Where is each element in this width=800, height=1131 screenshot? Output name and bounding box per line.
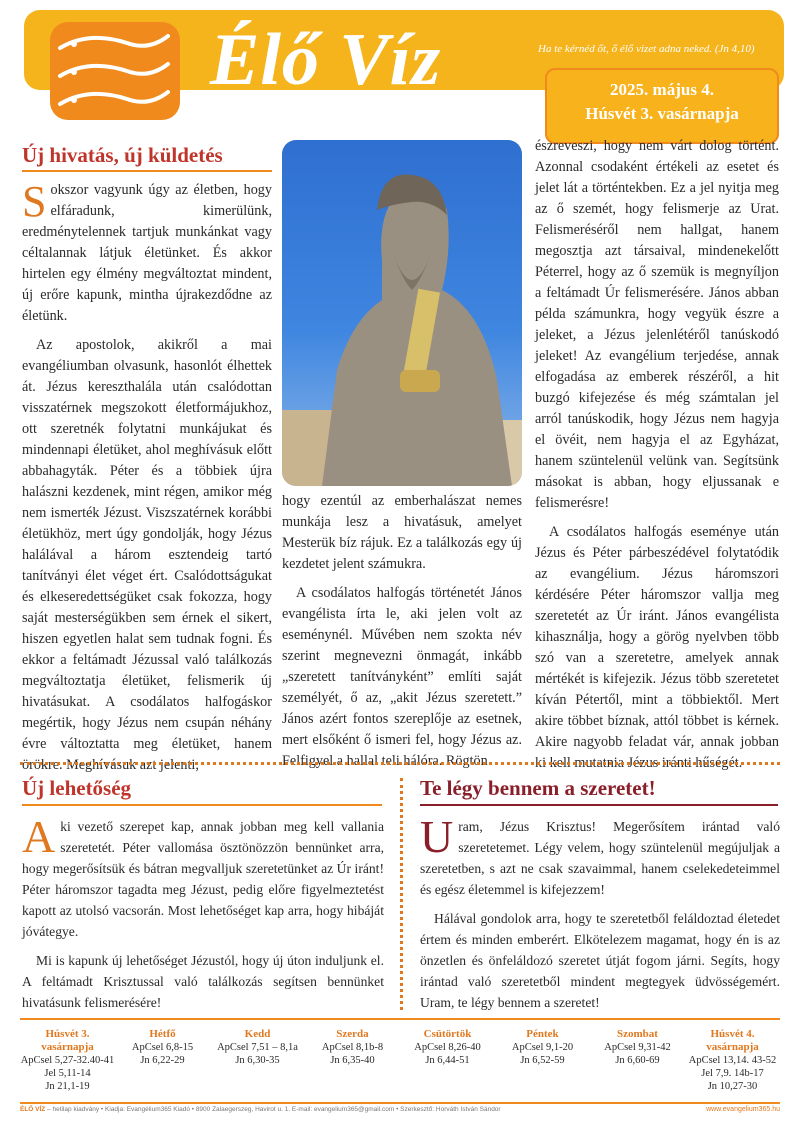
article1-column-3 [535, 136, 779, 782]
fish-logo-icon [50, 22, 180, 120]
schedule-day [305, 1028, 400, 1067]
schedule-day [210, 1028, 305, 1067]
footer-brand: ÉLŐ VÍZ [20, 1106, 46, 1113]
schedule-day [115, 1028, 210, 1067]
paragraph: hogy ezentúl az emberhalászat nemes munkája lesz a hivatásuk, amelyet Mesterük bíz rájuk. Ez a találkozás egy új kezdetet jelent számukra. [282, 493, 522, 572]
drop-cap: A [22, 811, 56, 862]
day-name: Szerda [336, 1028, 369, 1040]
day-name: Csütörtök [423, 1028, 472, 1040]
day-name: Húsvét 4. vasárnapja [706, 1028, 759, 1053]
article1-column-2 [282, 491, 522, 780]
column-divider [400, 778, 403, 1010]
issue-occasion: Húsvét 3. vasárnapja [585, 104, 739, 123]
heading-rule [22, 804, 382, 806]
drop-cap: S [22, 177, 47, 226]
footer-credits [20, 1106, 501, 1113]
newsletter-title: Élő Víz [210, 19, 442, 101]
paragraph: A csodálatos halfogás történetét János evangélista írta le, aki jelen volt az eseménynél. Művében nem szokta név szerint megnevezni önmagát, inkább „szeretett tanítványként” említi saját személyét, ő az, „akit Jézus szeretett.” János azért fontos szereplője az esetnek, mert elsőként ő ismeri fel, hogy Jézus az. Felfigyel a hallal teli hálóra. Rögtön [282, 585, 522, 769]
issue-date: 2025. május 4. [610, 80, 714, 99]
article3-heading: Te légy bennem a szeretet! [420, 776, 656, 800]
heading-rule [22, 170, 272, 172]
article2-heading: Új lehetőség [22, 776, 132, 800]
article1-column-1 [22, 177, 272, 784]
day-name: Kedd [244, 1028, 271, 1040]
day-name: Péntek [526, 1028, 559, 1040]
day-name: Szombat [617, 1028, 658, 1040]
day-refs: ApCsel 8,1b-8 Jn 6,35-40 [321, 1042, 384, 1066]
paragraph: Hálával gondolok arra, hogy te szeretetből feláldoztad életedet értem és minden emberért. Elkötelezem magamat, hogy én is az önzetlen és önfeláldozó szeretet útját fogom járni. Segíts, hogy irántad való szeretetből mindent megtegyek üdvösségemért. Uram, te légy bennem a szeretet! [420, 911, 780, 1010]
day-refs: ApCsel 9,31-42 Jn 6,60-69 [604, 1042, 671, 1066]
paragraph: A csodálatos halfogás eseménye után Jézus és Péter párbeszédével folytatódik az evangélium. Jézus háromszori kérdésére Péter háromszor vallja meg szeretetét az Úr iránt. János evangélista kihasználja, hogy a görög nyelvben több szó van a szeretetre, amelyek annak mértékét is kifejezik. Jézus több szeretetet kíván Pétertől, mint a többiektől. Mert akire többet bíznak, attól többet is kérnek. Akire nagyobb feladat vár, annak jobban ki kell mutatnia Jézus iránti hűségét. [535, 524, 779, 771]
schedule-day [20, 1028, 115, 1093]
schedule-day [495, 1028, 590, 1067]
schedule-day [400, 1028, 495, 1067]
reading-schedule [20, 1018, 780, 1104]
schedule-day [685, 1028, 780, 1093]
paragraph: Az apostolok, akikről a mai evangéliumban olvasunk, hasonlót élhettek át. Jézus kereszthalála után csalódottan visszatérnek megszokott életformájukhoz, ott szeretnék folytatni munkájukat és mindennapi életüket, ahol meghívásuk előtt abbahagyták. Péter és a többiek újra halászni kezdenek, mint régen, amikor még nem ismerték Jézust. Viszszatérnek korábbi életükhöz, mert úgy gondolják, hogy Jézus halálával a három esztendeig tartó tanítványi élet véget ért. Csalódottságukat és elkeseredettségüket csak fokozza, hogy saját mesterségükben sem érnek el sikert, hiszen egyetlen halat sem tudnak fogni. És ekkor a feltámadt Jézussal való találkozás megváltoztatja életüket, felismerik új hivatásukat. A csodálatos halfogáskor megértik, hogy Jézus nem csupán néhány évre változtatta meg életüket, hanem örökre. Meghívásuk azt jelenti, [22, 337, 272, 773]
day-refs: ApCsel 13,14. 43-52 Jel 7,9. 14b-17 Jn 10,27-30 [688, 1055, 777, 1092]
paragraph: ki vezető szerepet kap, annak jobban meg kell vallania szeretetét. Péter vallomása ösztönözzön bennünket arra, hogy megerősítsük és bátran megvalljuk szeretetünket az Úr iránt! Péter háromszor tagadta meg Jézust, pedig előre figyelmeztetést kapott az utolsó vacsorán. Most lehetőséget kap arra, hogy hibáját jóvátegye. [22, 819, 384, 939]
footer-website-link[interactable]: www.evangelium365.hu [706, 1106, 780, 1113]
day-name: Húsvét 3. vasárnapja [41, 1028, 94, 1053]
date-box [545, 68, 779, 144]
drop-cap: U [420, 811, 454, 862]
header-verse: Ha te kérnéd őt, ő élő vizet adna neked. (Jn 4,10) [538, 43, 755, 55]
article1-heading: Új hivatás, új küldetés [22, 143, 223, 167]
article2-body [22, 811, 384, 1021]
section-divider [20, 762, 780, 765]
paragraph: ram, Jézus Krisztus! Megerősítem irántad való szeretetemet. Légy velem, hogy szüntelenül megújuljak a szeretetben, s azt ne csak szavaimmal, hanem cselekedeteimmel és egész életemmel is kifejezzem! [420, 819, 780, 897]
day-refs: ApCsel 8,26-40 Jn 6,44-51 [414, 1042, 481, 1066]
day-refs: ApCsel 5,27-32.40-41 Jel 5,11-14 Jn 21,1-19 [20, 1055, 115, 1092]
paragraph: észreveszi, hogy nem várt dolog történt. Azonnal csodaként értékeli az esetet és jelet lát a történtekben. Ez a jel nyitja meg az ő szemét, hogy felismerje az Urat. Felismeréséről nem hallgat, hanem megosztja azt társaival, mindenekelőtt Péterrel, hogy az ő szemük is megnyíljon a feltámadt Úr felismerésére. János abban példa számunkra, hogy vegyük észre a jeleket, a Jézus jelenlétéről tanúskodó jeleket! Az evangélium terjedése, annak elfogadása az emberek részéről, a hit buzgó kifejezése és még számtalan jel arról tanúskodik, hogy Jézus nem hagyja el övéit, nem hagyja el az Egyházat, hanem szüntelenül velünk van. Segítsünk másokat is abban, hogy eljussanak e felismerésre! [535, 138, 779, 511]
article3-body [420, 811, 780, 1021]
schedule-day [590, 1028, 685, 1067]
heading-rule [420, 804, 778, 806]
paragraph: okszor vagyunk úgy az életben, hogy elfáradunk, kimerülünk, eredménytelennek tartjuk munkánkat vagy céltalannak látjuk életünket. És akkor hirtelen egy élmény megváltoztat mindent, új erőre kapunk, mintha újrakezdődne az életünk. [22, 182, 272, 324]
paragraph: Mi is kapunk új lehetőséget Jézustól, hogy új úton induljunk el. A feltámadt Krisztussal való találkozás segítsen bennünket hivatásunk felismerésére! [22, 953, 384, 1010]
footer-text: – hetilap kiadvány • Kiadja: Evangélium365 Kiadó • 8900 Zalaegerszeg, Havirot u. 1. E-mail: evangelium365@gmail.com • Szerkesztő: Horváth István Sándor [45, 1106, 501, 1113]
day-refs: ApCsel 7,51 – 8,1a Jn 6,30-35 [217, 1042, 298, 1066]
day-refs: ApCsel 6,8-15 Jn 6,22-29 [131, 1042, 194, 1066]
day-refs: ApCsel 9,1-20 Jn 6,52-59 [511, 1042, 574, 1066]
statue-photo [282, 140, 522, 486]
day-name: Hétfő [149, 1028, 176, 1040]
